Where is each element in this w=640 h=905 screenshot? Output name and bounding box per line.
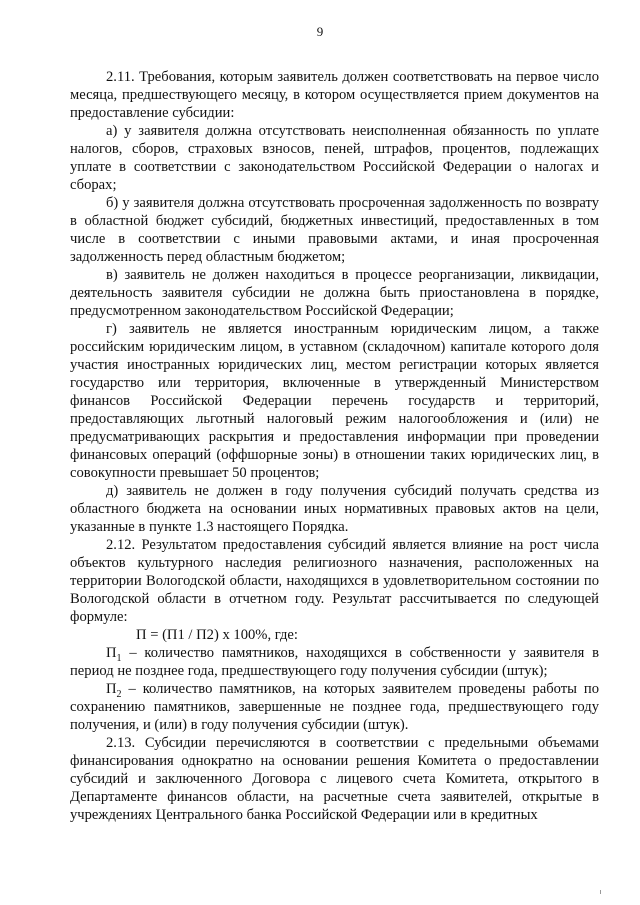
scan-artifact — [600, 890, 601, 894]
paragraph-2-11-d: д) заявитель не должен в году получения субсидий получать средства из областного бюджета на основании иных нормативных правовых актов на цели, указанные в пункте 1.3 настоящего Порядка. — [70, 483, 599, 535]
variable-definition-p1 — [70, 644, 599, 680]
p2-symbol: П — [106, 681, 117, 697]
paragraph-2-12: 2.12. Результатом предоставления субсидий является влияние на рост числа объектов культурного наследия религиозного назначения, расположенных на территории Вологодской области, находящихся в удовлетворительном состоянии по Вологодской области в отчетном году. Результат рассчитывается по следующей формуле: — [70, 537, 599, 625]
document-body — [70, 68, 599, 824]
p1-definition: – количество памятников, находящихся в собственности у заявителя в период не позднее года, предшествующего году получения субсидии (штук); — [70, 645, 599, 679]
paragraph-2-11-a: а) у заявителя должна отсутствовать неисполненная обязанность по уплате налогов, сборов, страховых взносов, пеней, штрафов, процентов, подлежащих уплате в соответствии с законодательством Российской Федерации о налогах и сборах; — [70, 123, 599, 193]
paragraph-2-11-g: г) заявитель не является иностранным юридическим лицом, а также российским юридическим лицом, в уставном (складочном) капитале которого доля участия иностранных юридических лиц, местом регистрации которых является государство или территория, включенные в утвержденный Министерством финансов Российской Федерации перечень государств и территорий, предоставляющих льготный налоговый режим налогообложения и (или) не предусматривающих раскрытия и предоставления информации при проведении финансовых операций (оффшорные зоны) в отношении таких юридических лиц, в совокупности превышает 50 процентов; — [70, 321, 599, 481]
p2-definition: – количество памятников, на которых заявителем проведены работы по сохранению памятников, завершенные не позднее года, предшествующего году получения, и (или) в году получения субсидии (штук). — [70, 681, 599, 733]
p1-symbol: П — [106, 645, 117, 661]
paragraph-2-13: 2.13. Субсидии перечисляются в соответствии с предельными объемами финансирования однократно на основании решения Комитета о предоставлении субсидий и заключенного Договора с лицевого счета Комитета, открытого в Департаменте финансов области, на расчетные счета заявителей, открытые в учреждениях Центрального банка Российской Федерации или в кредитных — [70, 735, 599, 823]
paragraph-2-11-intro: 2.11. Требования, которым заявитель должен соответствовать на первое число месяца, предшествующего месяцу, в котором осуществляется прием документов на предоставление субсидии: — [70, 69, 599, 121]
variable-definition-p2 — [70, 680, 599, 734]
formula: П = (П1 / П2) х 100%, где: — [136, 627, 298, 643]
paragraph-2-11-b: б) у заявителя должна отсутствовать просроченная задолженность по возврату в областной бюджет субсидий, бюджетных инвестиций, предоставленных в том числе в соответствии с иными правовыми актами, и иная просроченная задолженность перед областным бюджетом; — [70, 195, 599, 265]
paragraph-2-11-v: в) заявитель не должен находиться в процессе реорганизации, ликвидации, деятельность заявителя субсидии не должна быть приостановлена в порядке, предусмотренном законодательством Российской Федерации; — [70, 267, 599, 319]
p2-subscript: 2 — [116, 688, 122, 700]
page-number: 9 — [316, 24, 324, 39]
p1-subscript: 1 — [116, 652, 122, 664]
